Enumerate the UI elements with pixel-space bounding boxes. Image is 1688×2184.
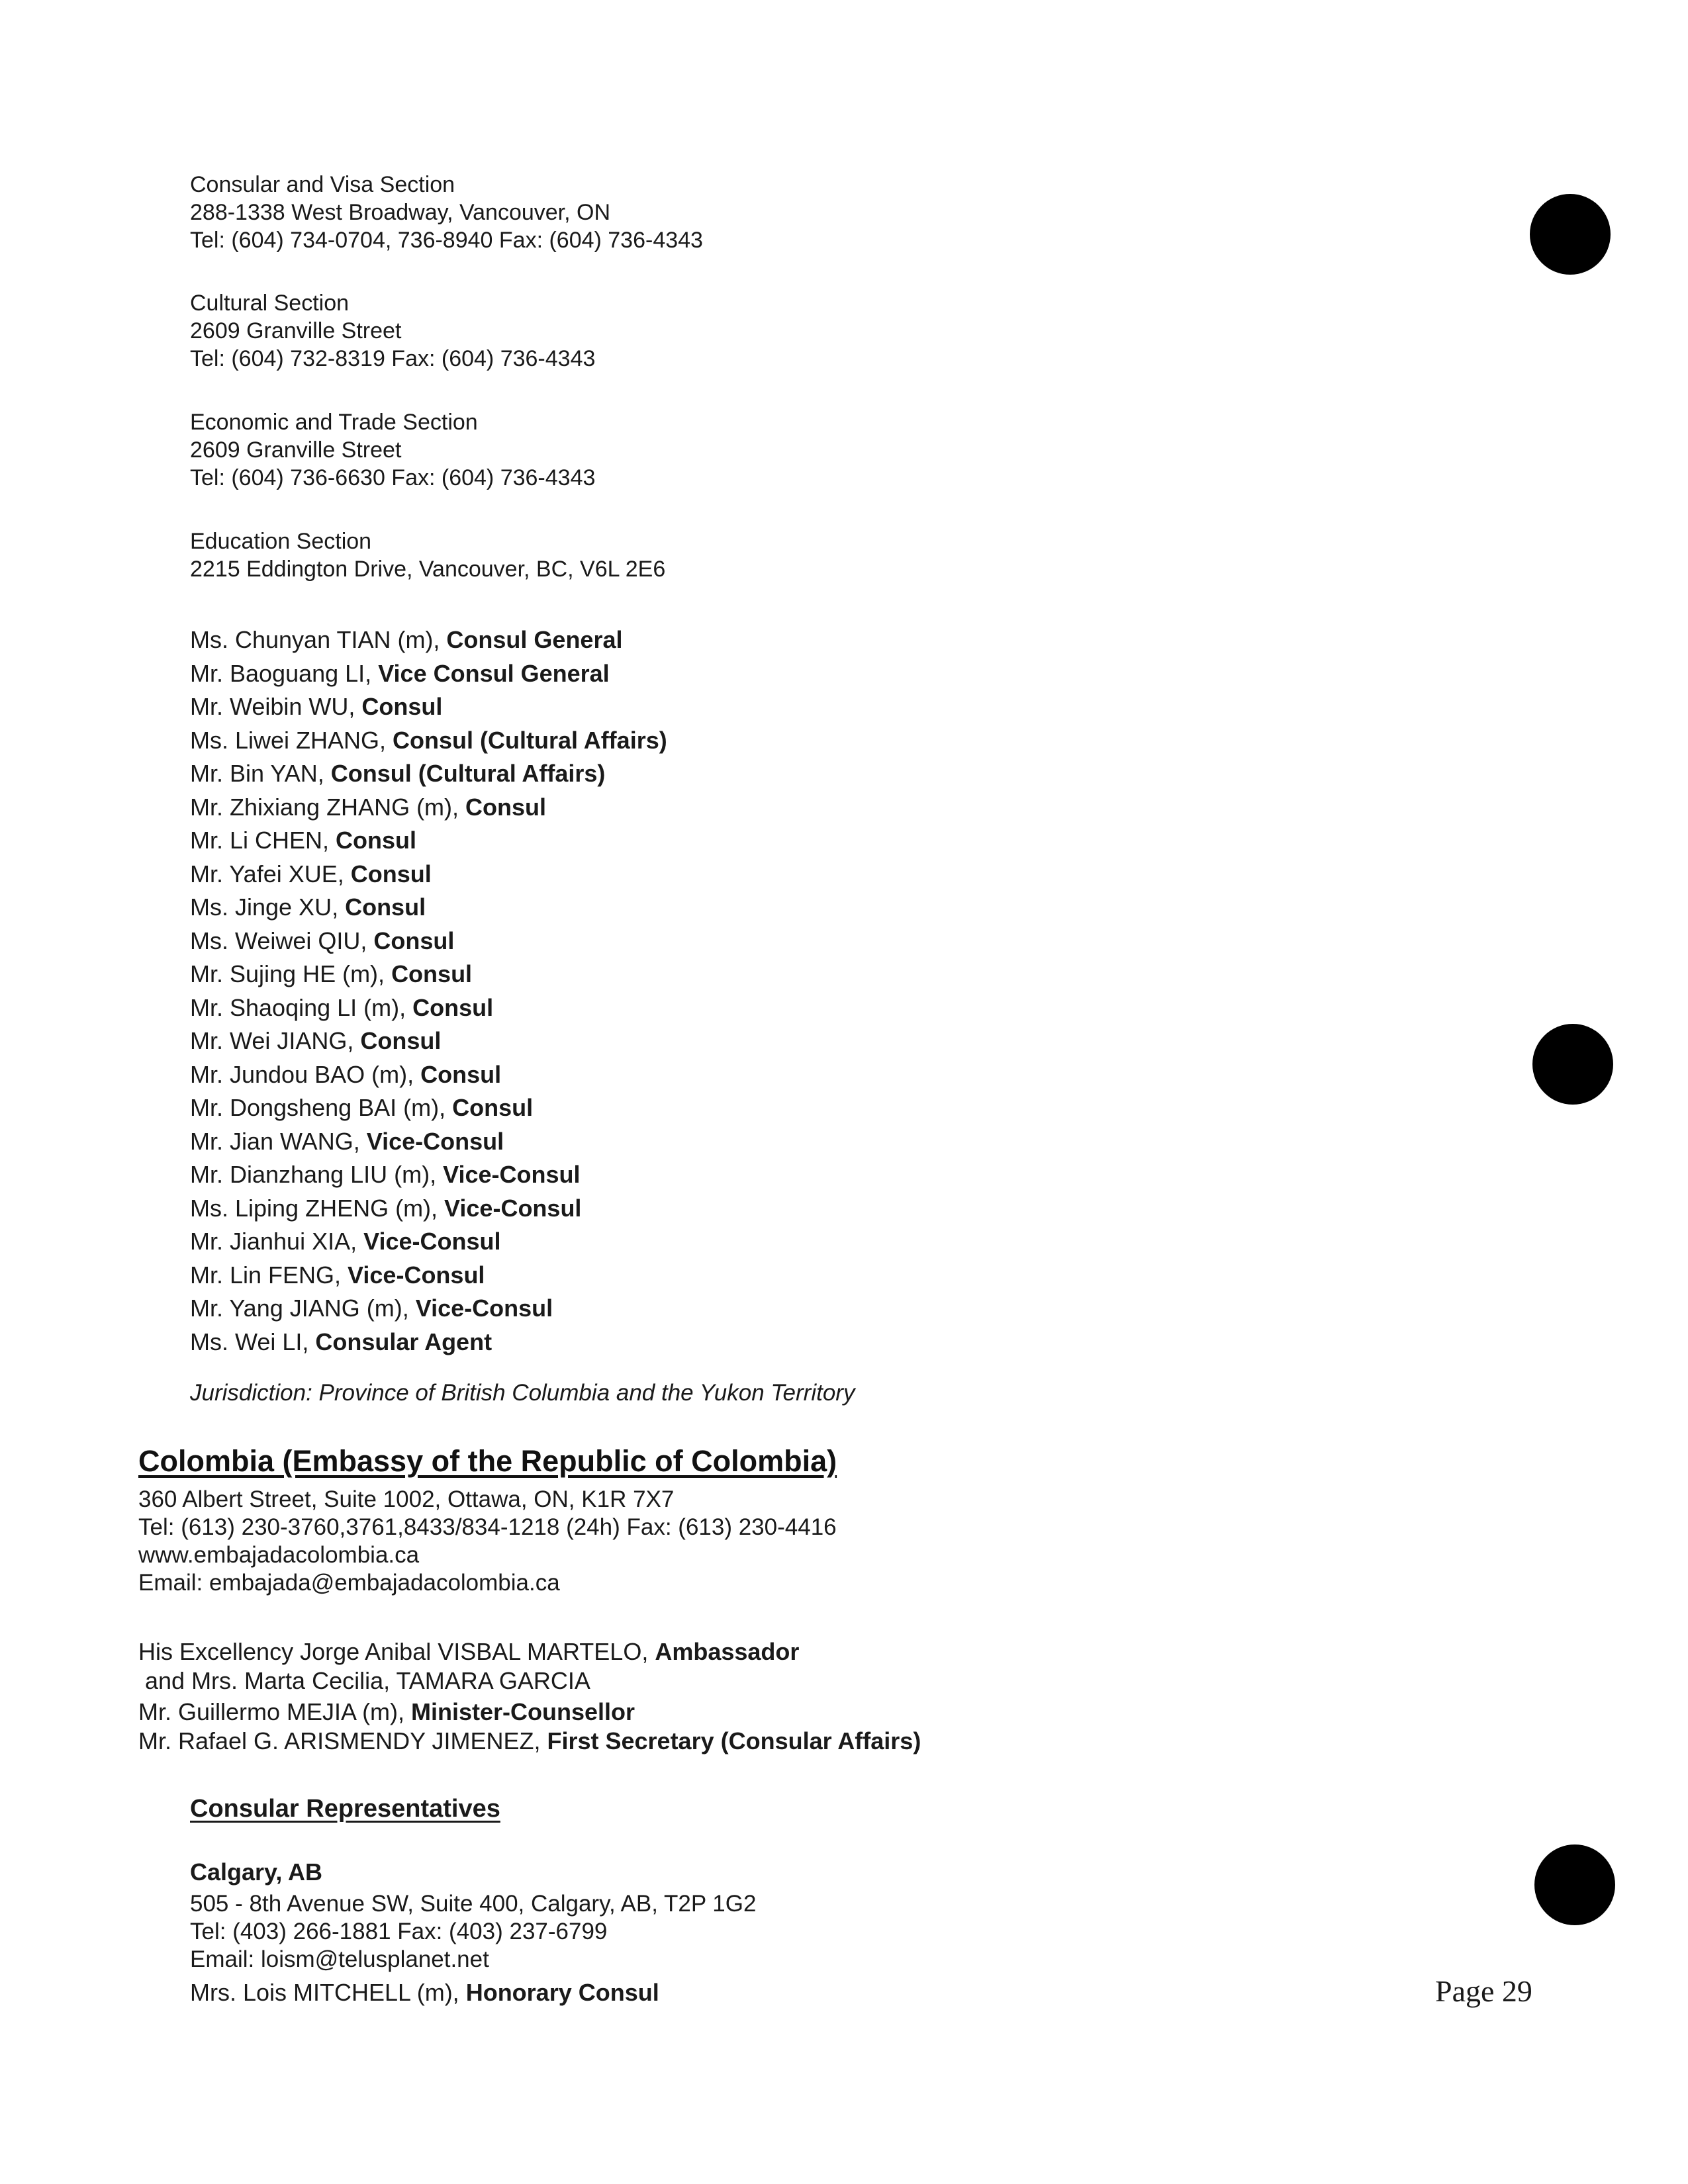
staff-row <box>190 891 667 925</box>
section-contact: Tel: (604) 736-6630 Fax: (604) 736-4343 <box>190 465 596 490</box>
staff-row <box>190 1158 667 1192</box>
section-cultural <box>190 289 595 373</box>
staff-title: Consul <box>465 793 547 821</box>
staff-row <box>190 1192 667 1226</box>
staff-name: Mr. Bin YAN, <box>190 760 331 787</box>
section-address: 2609 Granville Street <box>190 437 402 463</box>
staff-title: Consul <box>350 860 432 887</box>
staff-title: Consul (Cultural Affairs) <box>330 760 606 787</box>
staff-title: Ambassador <box>655 1638 800 1665</box>
staff-title: Vice-Consul <box>443 1161 581 1188</box>
city-heading: Calgary, AB <box>190 1858 323 1886</box>
staff-name: Mr. Yafei XUE, <box>190 860 351 887</box>
staff-row <box>190 1125 667 1159</box>
staff-title: Vice-Consul <box>366 1127 504 1155</box>
city-address: 505 - 8th Avenue SW, Suite 400, Calgary, AB, T2P 1G2 <box>190 1891 757 1917</box>
country-heading: Colombia (Embassy of the Republic of Colombia) <box>138 1444 837 1478</box>
staff-row <box>190 1058 667 1092</box>
staff-title: Minister-Counsellor <box>411 1698 635 1725</box>
staff-title: Consul <box>345 893 426 921</box>
staff-title: Consul <box>360 1027 442 1054</box>
staff-title: Consul <box>420 1060 502 1088</box>
staff-row <box>190 958 667 991</box>
staff-title: Consul <box>452 1094 534 1121</box>
staff-title: First Secretary (Consular Affairs) <box>547 1727 921 1754</box>
embassy-staff-list <box>138 1637 921 1756</box>
staff-title: Vice-Consul <box>415 1295 553 1322</box>
staff-name: Mrs. Lois MITCHELL (m), <box>190 1979 466 2006</box>
punch-hole-bottom <box>1534 1844 1615 1925</box>
section-economic-trade <box>190 408 595 492</box>
staff-title: Consul <box>391 960 473 987</box>
staff-name: Ms. Liwei ZHANG, <box>190 726 393 754</box>
section-address: 2609 Granville Street <box>190 318 402 343</box>
staff-title: Vice-Consul <box>348 1261 485 1289</box>
staff-name: Mr. Lin FENG, <box>190 1261 348 1289</box>
staff-name: Mr. Sujing HE (m), <box>190 960 392 987</box>
staff-title: Consul (Cultural Affairs) <box>393 726 667 754</box>
staff-title: Consul General <box>446 626 623 653</box>
section-address: 288-1338 West Broadway, Vancouver, ON <box>190 200 611 225</box>
staff-name: Mr. Guillermo MEJIA (m), <box>138 1698 412 1725</box>
staff-title: Consul <box>412 993 494 1021</box>
staff-name: His Excellency Jorge Anibal VISBAL MARTELO, <box>138 1638 655 1665</box>
staff-name: Mr. Dianzhang LIU (m), <box>190 1161 444 1188</box>
staff-title: Vice-Consul <box>363 1228 501 1255</box>
staff-row <box>190 991 667 1025</box>
staff-row <box>190 1024 667 1058</box>
staff-title: Consul <box>373 927 455 954</box>
staff-name: Ms. Wei LI, <box>190 1328 316 1355</box>
staff-row <box>190 925 667 958</box>
staff-row <box>138 1698 921 1727</box>
section-name: Economic and Trade Section <box>190 410 478 435</box>
staff-name: Mr. Jianhui XIA, <box>190 1228 364 1255</box>
city-contact <box>190 1890 756 1974</box>
staff-name: Mr. Rafael G. ARISMENDY JIMENEZ, <box>138 1727 547 1754</box>
staff-row <box>138 1637 921 1666</box>
staff-row <box>190 791 667 825</box>
consular-representatives-heading: Consular Representatives <box>190 1795 500 1823</box>
section-contact: Tel: (604) 734-0704, 736-8940 Fax: (604) 736-4343 <box>190 228 703 253</box>
section-contact: Tel: (604) 732-8319 Fax: (604) 736-4343 <box>190 346 596 371</box>
staff-row <box>190 1326 667 1359</box>
city-staff-row <box>190 1979 659 2007</box>
section-name: Cultural Section <box>190 291 350 316</box>
staff-name: and Mrs. Marta Cecilia, TAMARA GARCIA <box>138 1667 590 1694</box>
embassy-website: www.embajadacolombia.ca <box>138 1542 420 1568</box>
embassy-phone: Tel: (613) 230-3760,3761,8433/834-1218 (24h) Fax: (613) 230-4416 <box>138 1514 837 1540</box>
consulate-staff-list <box>190 623 667 1359</box>
section-name: Consular and Visa Section <box>190 172 455 197</box>
staff-name: Mr. Wei JIANG, <box>190 1027 361 1054</box>
staff-name: Ms. Jinge XU, <box>190 893 346 921</box>
staff-row <box>190 1259 667 1293</box>
staff-row <box>190 724 667 758</box>
staff-name: Ms. Liping ZHENG (m), <box>190 1194 445 1222</box>
staff-title: Consul <box>336 827 417 854</box>
staff-name: Mr. Jian WANG, <box>190 1127 367 1155</box>
staff-row <box>190 690 667 724</box>
jurisdiction-note: Jurisdiction: Province of British Columbia and the Yukon Territory <box>190 1380 855 1406</box>
embassy-contact <box>138 1486 837 1597</box>
staff-name: Mr. Jundou BAO (m), <box>190 1060 421 1088</box>
section-name: Education Section <box>190 529 372 554</box>
staff-name: Ms. Chunyan TIAN (m), <box>190 626 447 653</box>
staff-row <box>190 1292 667 1326</box>
staff-name: Mr. Dongsheng BAI (m), <box>190 1094 453 1121</box>
staff-name: Ms. Weiwei QIU, <box>190 927 374 954</box>
staff-row <box>190 1225 667 1259</box>
staff-title: Vice Consul General <box>378 659 610 687</box>
section-education <box>190 527 665 583</box>
staff-row <box>190 757 667 791</box>
staff-row <box>190 1091 667 1125</box>
staff-name: Mr. Li CHEN, <box>190 827 336 854</box>
staff-name: Mr. Shaoqing LI (m), <box>190 993 413 1021</box>
staff-row <box>190 824 667 858</box>
staff-row <box>190 623 667 657</box>
staff-name: Mr. Yang JIANG (m), <box>190 1295 416 1322</box>
page-number: Page 29 <box>1435 1974 1532 2008</box>
staff-row <box>138 1666 921 1696</box>
staff-title: Consul <box>361 693 443 720</box>
city-phone: Tel: (403) 266-1881 Fax: (403) 237-6799 <box>190 1919 608 1944</box>
section-consular-visa <box>190 171 703 254</box>
staff-title: Honorary Consul <box>465 1979 659 2006</box>
staff-row <box>190 858 667 891</box>
staff-name: Mr. Baoguang LI, <box>190 659 379 687</box>
embassy-email: Email: embajada@embajadacolombia.ca <box>138 1570 560 1596</box>
city-email: Email: loism@telusplanet.net <box>190 1946 489 1972</box>
punch-hole-middle <box>1532 1024 1613 1105</box>
staff-name: Mr. Weibin WU, <box>190 693 362 720</box>
staff-title: Consular Agent <box>315 1328 492 1355</box>
staff-row <box>138 1727 921 1756</box>
staff-title: Vice-Consul <box>444 1194 582 1222</box>
punch-hole-top <box>1530 194 1611 275</box>
staff-name: Mr. Zhixiang ZHANG (m), <box>190 793 466 821</box>
embassy-address: 360 Albert Street, Suite 1002, Ottawa, ON, K1R 7X7 <box>138 1486 675 1512</box>
staff-row <box>190 657 667 691</box>
section-address: 2215 Eddington Drive, Vancouver, BC, V6L 2E6 <box>190 557 666 582</box>
